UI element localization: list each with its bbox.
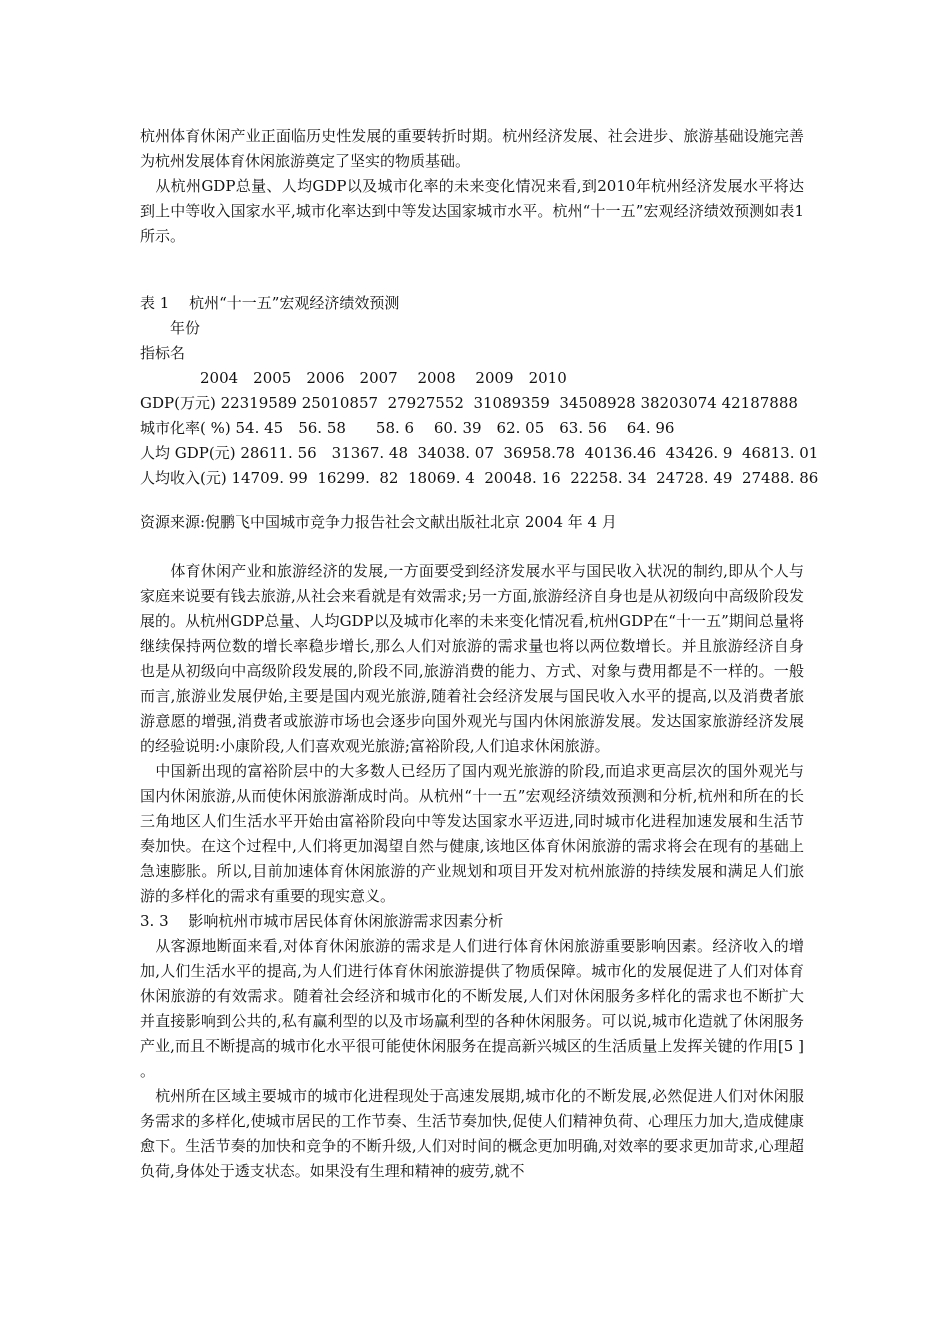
table-caption: 表 1 杭州“十一五”宏观经济绩效预测	[140, 294, 400, 312]
table-row-urbanization: 城市化率( %) 54. 45 56. 58 58. 6 60. 39 62. 05 63. 56 64. 96	[140, 419, 675, 437]
table-row-income-per-capita: 人均收入(元) 14709. 99 16299. 82 18069. 4 20048. 16 22258. 34 24728. 49 27488. 86	[140, 469, 819, 487]
table-header-indicator: 指标名	[140, 344, 186, 362]
paragraph-5: 从客源地断面来看,对体育休闲旅游的需求是人们进行体育休闲旅游重要影响因素。经济收入的增加,人们生活水平的提高,为人们进行体育休闲旅游提供了物质保障。城市化的发展促进了人们对体育休闲旅游的有效需求。随着社会经济和城市化的不断发展,人们对休闲服务多样化的需求也不断扩大并直接影响到公共的,私有赢利型的以及市场赢利型的各种休闲服务。可以说,城市化造就了休闲服务产业,而且不断提高的城市化水平很可能使休闲服务在提高新兴城区的生活质量上发挥关键的作用[5 ] 。	[140, 937, 804, 1080]
document-page	[140, 124, 819, 1184]
table-row-gdp-per-capita: 人均 GDP(元) 28611. 56 31367. 48 34038. 07 36958.78 40136.46 43426. 9 46813. 01	[140, 444, 819, 462]
table-years-row: 2004 2005 2006 2007 2008 2009 2010	[140, 369, 567, 387]
section-heading: 3. 3 影响杭州市城市居民体育休闲旅游需求因素分析	[140, 912, 504, 930]
paragraph-6: 杭州所在区域主要城市的城市化进程现处于高速发展期,城市化的不断发展,必然促进人们对休闲服务需求的多样化,使城市居民的工作节奏、生活节奏加快,促使人们精神负荷、心理压力加大,造成健康愈下。生活节奏的加快和竞争的不断升级,人们对时间的概念更加明确,对效率的要求更加苛求,心理超负荷,身体处于透支状态。如果没有生理和精神的疲劳,就不	[140, 1087, 804, 1180]
table-row-gdp: GDP(万元) 22319589 25010857 27927552 31089359 34508928 38203074 42187888	[140, 394, 798, 412]
paragraph-1: 杭州体育休闲产业正面临历史性发展的重要转折时期。杭州经济发展、社会进步、旅游基础设施完善为杭州发展体育休闲旅游奠定了坚实的物质基础。	[140, 127, 804, 170]
paragraph-2: 从杭州GDP总量、人均GDP以及城市化率的未来变化情况来看,到2010年杭州经济发展水平将达到上中等收入国家水平,城市化率达到中等发达国家城市水平。杭州“十一五”宏观经济绩效预测如表1所示。	[140, 177, 804, 245]
table-header-year: 年份	[140, 319, 201, 337]
table-source: 资源来源:倪鹏飞中国城市竞争力报告社会文献出版社北京 2004 年 4 月	[140, 513, 617, 531]
paragraph-3: 体育休闲产业和旅游经济的发展,一方面要受到经济发展水平与国民收入状况的制约,即从个人与家庭来说要有钱去旅游,从社会来看就是有效需求;另一方面,旅游经济自身也是从初级向中高级阶段发展的。从杭州GDP总量、人均GDP以及城市化率的未来变化情况看,杭州GDP在“十一五”期间总量将继续保持两位数的增长率稳步增长,那么人们对旅游的需求量也将以两位数增长。并且旅游经济自身也是从初级向中高级阶段发展的,阶段不同,旅游消费的能力、方式、对象与费用都是不一样的。一般而言,旅游业发展伊始,主要是国内观光旅游,随着社会经济发展与国民收入水平的提高,以及消费者旅游意愿的增强,消费者或旅游市场也会逐步向国外观光与国内休闲旅游发展。发达国家旅游经济发展的经验说明:小康阶段,人们喜欢观光旅游;富裕阶段,人们追求休闲旅游。	[140, 562, 804, 755]
paragraph-4: 中国新出现的富裕阶层中的大多数人已经历了国内观光旅游的阶段,而追求更高层次的国外观光与国内休闲旅游,从而使休闲旅游渐成时尚。从杭州“十一五”宏观经济绩效预测和分析,杭州和所在的长三角地区人们生活水平开始由富裕阶段向中等发达国家水平迈进,同时城市化进程加速发展和生活节奏加快。在这个过程中,人们将更加渴望自然与健康,该地区体育休闲旅游的需求将会在现有的基础上急速膨胀。所以,目前加速体育休闲旅游的产业规划和项目开发对杭州旅游的持续发展和满足人们旅游的多样化的需求有重要的现实意义。	[140, 762, 804, 905]
